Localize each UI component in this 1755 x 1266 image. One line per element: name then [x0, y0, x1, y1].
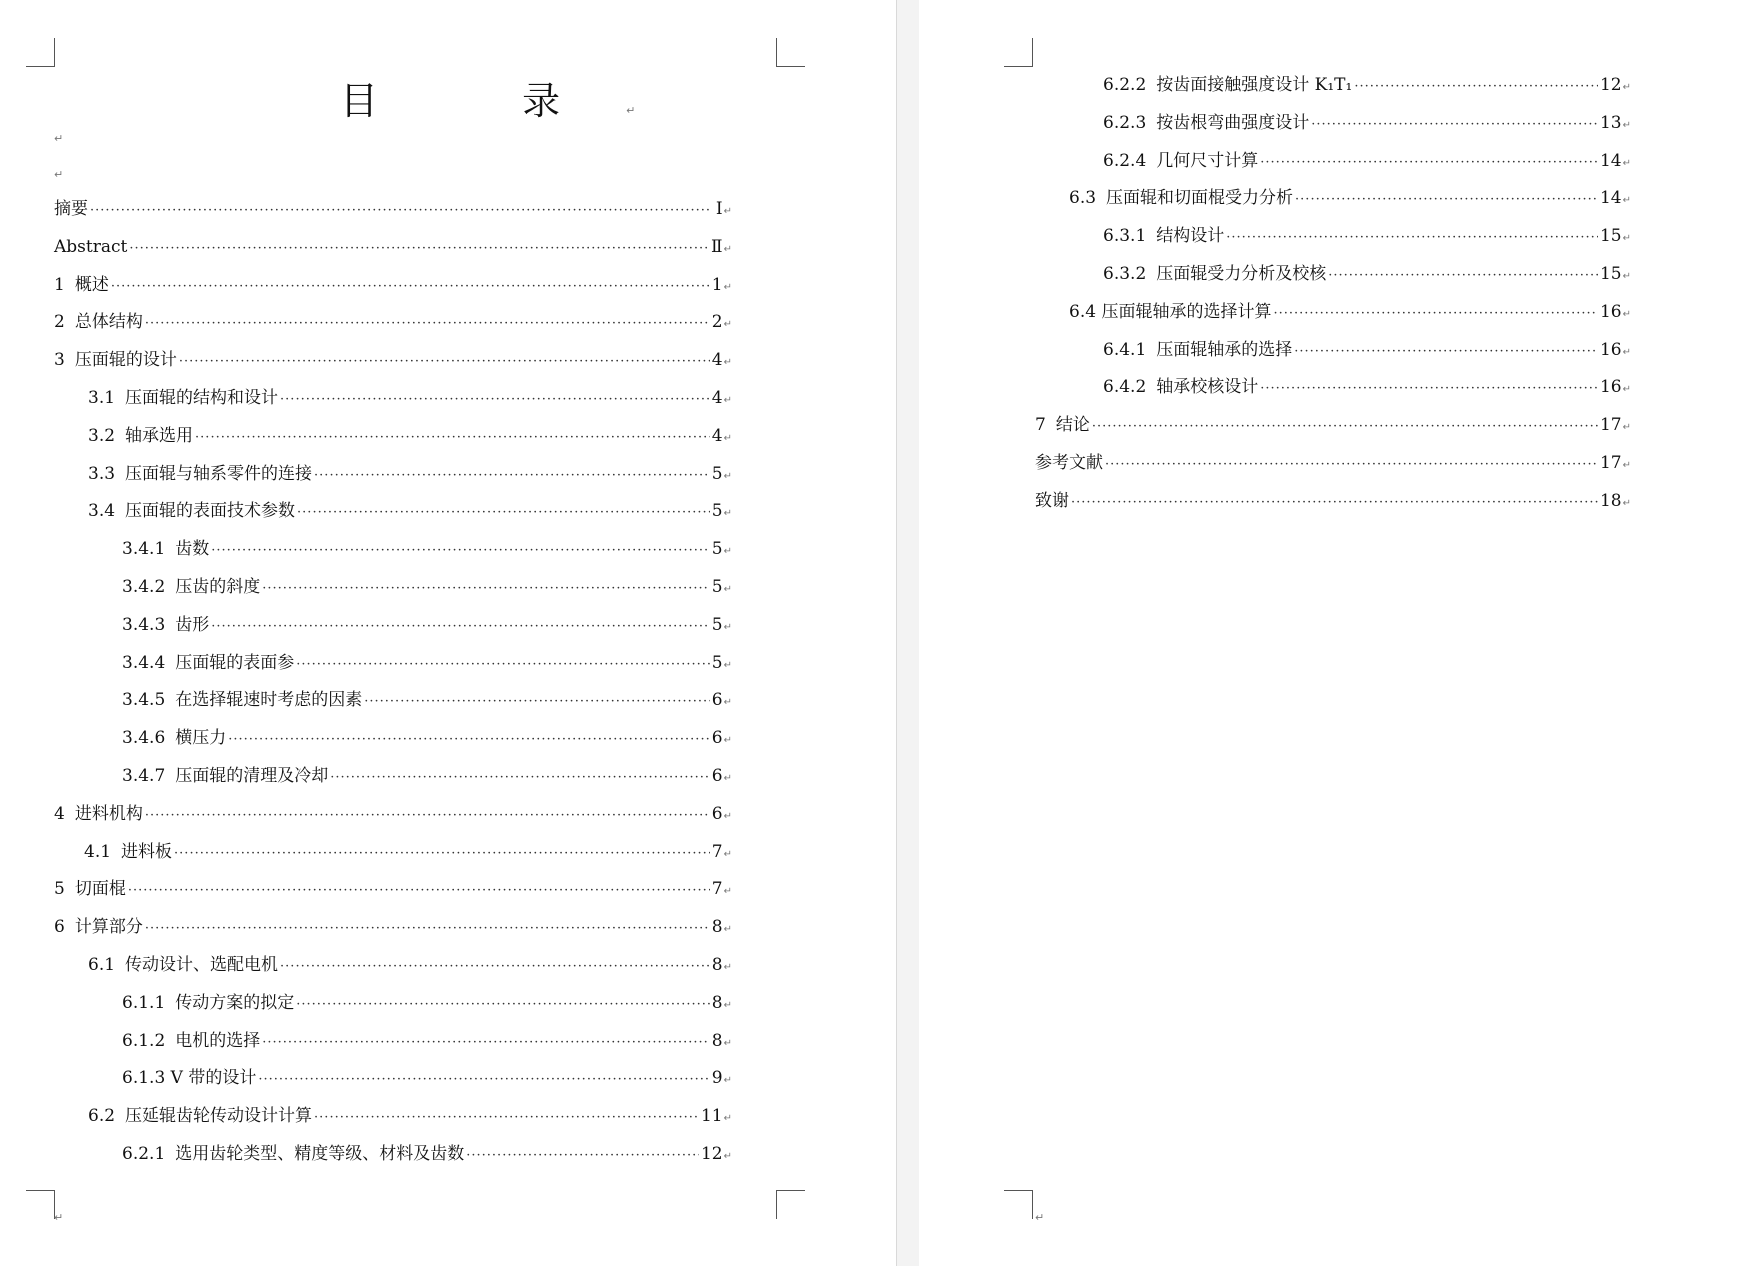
paragraph-mark: ↵ [723, 432, 732, 444]
toc-page-number: 5 [711, 539, 723, 560]
toc-entry[interactable] [1035, 180, 1631, 218]
toc-dot-leader [145, 910, 710, 948]
toc-entry[interactable] [54, 909, 732, 947]
toc-dot-leader [280, 381, 710, 419]
toc-dot-leader [466, 1137, 699, 1175]
toc-entry-title: 进料机构 [74, 803, 143, 824]
toc-entry-number: 2 [54, 312, 65, 333]
toc-page-number: 15 [1599, 263, 1622, 284]
toc-entry[interactable] [54, 796, 732, 834]
toc-entry[interactable] [1035, 143, 1631, 181]
toc-entry-title: 参考文献 [1035, 452, 1103, 473]
toc-entry[interactable] [1035, 256, 1631, 294]
toc-page-number: 1 [711, 274, 723, 295]
toc-entry[interactable] [54, 947, 732, 985]
margin-corner-bottom-right [776, 1190, 805, 1219]
toc-entry-number: 3.4.3 [122, 614, 166, 635]
empty-paragraph-mark: ↵ [54, 132, 64, 145]
toc-page-number: 4 [711, 387, 723, 408]
toc-entry[interactable] [1035, 483, 1631, 521]
toc-page-number: Ⅱ [711, 236, 723, 257]
toc-page-number: 16 [1599, 377, 1622, 398]
toc-entry[interactable] [54, 456, 732, 494]
document-page-2 [919, 0, 1755, 1266]
paragraph-mark: ↵ [723, 243, 732, 255]
toc-dot-leader [228, 721, 710, 759]
toc-entry-title: 进料板 [121, 841, 173, 862]
toc-title: 目 录↵ [340, 79, 636, 123]
paragraph-mark: ↵ [1622, 157, 1631, 169]
paragraph-mark: ↵ [1622, 119, 1631, 131]
toc-page-number: 13 [1599, 112, 1622, 133]
toc-entry-number: 3 [54, 350, 65, 371]
toc-entry-title: 传动设计、选配电机 [125, 954, 279, 975]
toc-entry[interactable] [54, 229, 732, 267]
toc-entry[interactable] [1035, 332, 1631, 370]
paragraph-mark: ↵ [723, 206, 732, 217]
toc-entry[interactable] [54, 191, 732, 229]
toc-entry[interactable] [1035, 445, 1631, 483]
paragraph-mark: ↵ [723, 772, 732, 784]
margin-corner-top-left [26, 38, 55, 67]
toc-entry-number: 3.4.4 [122, 652, 166, 673]
toc-entry[interactable] [54, 531, 732, 569]
toc-dot-leader [262, 1024, 710, 1062]
toc-entry[interactable] [54, 304, 732, 342]
toc-entry-title: 6.4 压面辊轴承的选择计算 [1069, 301, 1272, 322]
paragraph-mark: ↵ [723, 508, 732, 520]
toc-dot-leader [111, 268, 710, 306]
toc-page-number: 6 [711, 728, 723, 749]
toc-page-number: 6 [711, 765, 723, 786]
toc-page-number: 14 [1599, 150, 1622, 171]
toc-entry-number: 6.1.1 [122, 992, 166, 1013]
paragraph-mark: ↵ [1622, 497, 1631, 509]
paragraph-mark: ↵ [723, 848, 732, 860]
toc-page-number: 5 [711, 463, 723, 484]
paragraph-mark: ↵ [723, 1037, 732, 1049]
toc-entry-number: 3.4.6 [122, 728, 166, 749]
toc-entry-number: 3.2 [88, 425, 116, 446]
paragraph-mark: ↵ [723, 924, 732, 936]
toc-entry-title: 按齿面接触强度设计 K₁T₁ [1156, 75, 1353, 95]
toc-entry-title: 轴承选用 [125, 425, 194, 446]
paragraph-mark: ↵ [1622, 233, 1631, 245]
toc-entry-number: 6.2.4 [1103, 150, 1147, 171]
toc-entry-title: 摘要 [54, 199, 88, 219]
toc-entry-number: 6.1 [88, 954, 116, 975]
toc-entry-number: 6.4.1 [1103, 339, 1147, 360]
toc-page-number: 5 [711, 652, 723, 673]
toc-page-number: 5 [711, 576, 723, 597]
toc-entry[interactable] [54, 607, 732, 645]
margin-corner-bottom-left [1004, 1190, 1033, 1219]
toc-dot-leader [296, 646, 710, 684]
toc-dot-leader [364, 683, 710, 721]
toc-entry-title: 传动方案的拟定 [175, 992, 295, 1013]
toc-entry[interactable] [54, 720, 732, 758]
paragraph-mark: ↵ [723, 546, 732, 558]
toc-entry-title: 压面辊的设计 [74, 350, 177, 371]
toc-entry[interactable] [54, 645, 732, 683]
toc-page-number: 18 [1599, 490, 1622, 511]
toc-dot-leader [262, 570, 710, 608]
toc-page-number: 8 [711, 1030, 723, 1051]
toc-entry-title: 压面辊的表面技术参数 [125, 501, 296, 522]
toc-page-number: 11 [700, 1106, 723, 1127]
margin-corner-top-left [1004, 38, 1033, 67]
toc-entry-title: 压面辊的清理及冷却 [175, 765, 329, 786]
toc-entry-number: 4 [54, 803, 65, 824]
paragraph-mark: ↵ [723, 583, 732, 595]
toc-page-number: 6 [711, 690, 723, 711]
toc-dot-leader [1226, 219, 1598, 257]
toc-page-number: 17 [1599, 415, 1622, 436]
toc-entry-title: 致谢 [1035, 490, 1069, 511]
toc-page-number: 16 [1599, 339, 1622, 360]
toc-entry-title: 压面辊受力分析及校核 [1156, 263, 1327, 284]
toc-entry-number: 3.4 [88, 501, 116, 522]
toc-entry[interactable] [54, 1060, 732, 1098]
toc-entry-number: 6.2.1 [122, 1143, 166, 1164]
toc-dot-leader [1260, 144, 1598, 182]
toc-entry-title: 齿数 [175, 539, 210, 560]
margin-corner-bottom-left [26, 1190, 55, 1219]
paragraph-mark: ↵ [723, 961, 732, 973]
toc-entry[interactable] [54, 985, 732, 1023]
toc-entry-number: 4.1 [84, 841, 112, 862]
paragraph-mark: ↵ [723, 281, 732, 293]
toc-entry-number: 6.2 [88, 1106, 116, 1127]
toc-entry-title: 总体结构 [74, 312, 143, 333]
paragraph-mark: ↵ [1622, 459, 1631, 471]
toc-entry-number: 6 [54, 917, 65, 938]
paragraph-mark: ↵ [723, 886, 732, 898]
paragraph-mark: ↵ [723, 697, 732, 709]
toc-entry-number: 6.2.3 [1103, 112, 1147, 133]
paragraph-mark: ↵ [723, 1150, 732, 1162]
toc-dot-leader [314, 1099, 699, 1137]
toc-entry-number: 1 [54, 274, 65, 295]
toc-page-number: 15 [1599, 226, 1622, 247]
toc-entry[interactable] [54, 380, 732, 418]
toc-entry[interactable] [1035, 294, 1631, 332]
toc-dot-leader [296, 986, 710, 1024]
toc-entry[interactable] [54, 1098, 732, 1136]
toc-entry-number: 3.1 [88, 387, 116, 408]
toc-entry-number: 3.4.7 [122, 765, 166, 786]
margin-corner-top-right [776, 38, 805, 67]
toc-entry-title: 压面辊与轴系零件的连接 [125, 463, 313, 484]
toc-dot-leader [145, 797, 710, 835]
toc-page-number: 2 [711, 312, 723, 333]
toc-dot-leader [314, 457, 710, 495]
paragraph-mark: ↵ [1622, 346, 1631, 358]
toc-dot-leader [1260, 370, 1598, 408]
toc-dot-leader [280, 948, 710, 986]
toc-entry[interactable] [1035, 407, 1631, 445]
toc-page-number: 4 [711, 350, 723, 371]
toc-entry[interactable] [54, 834, 732, 872]
toc-page-number: 14 [1599, 188, 1622, 209]
toc-entry-title: 轴承校核设计 [1156, 377, 1259, 398]
empty-paragraph-mark: ↵ [54, 168, 64, 181]
toc-dot-leader [1273, 295, 1598, 333]
toc-dot-leader [1071, 484, 1598, 522]
toc-entry[interactable] [54, 342, 732, 380]
toc-entry-title: 几何尺寸计算 [1156, 150, 1259, 171]
toc-page-number: 17 [1599, 452, 1622, 473]
toc-entry-title: 压面辊和切面棍受力分析 [1106, 188, 1294, 209]
toc-dot-leader [90, 192, 711, 230]
toc-entry-number: 3.4.2 [122, 576, 166, 597]
toc-entry[interactable] [54, 1136, 732, 1174]
toc-entry-number: 6.3.2 [1103, 263, 1147, 284]
paragraph-mark: ↵ [723, 1113, 732, 1125]
paragraph-mark: ↵ [1622, 308, 1631, 320]
toc-entry[interactable] [54, 682, 732, 720]
paragraph-mark: ↵ [723, 621, 732, 633]
toc-dot-leader [1294, 333, 1598, 371]
toc-entry[interactable] [54, 1023, 732, 1061]
toc-page-number: 7 [711, 841, 723, 862]
paragraph-mark: ↵ [1622, 422, 1631, 434]
toc-entry-title: 概述 [74, 274, 109, 295]
toc-entry[interactable] [1035, 369, 1631, 407]
toc-entry-number: 7 [1035, 415, 1046, 436]
toc-dot-leader [258, 1061, 709, 1099]
toc-entry-title: 横压力 [175, 728, 227, 749]
toc-entry-title: 压延辊齿轮传动设计计算 [125, 1106, 313, 1127]
toc-page-number: 8 [711, 992, 723, 1013]
toc-entry-title: 压面辊的表面参 [175, 652, 295, 673]
toc-entry-number: 6.2.2 [1103, 75, 1147, 95]
toc-dot-leader [1105, 446, 1598, 484]
toc-entry[interactable] [54, 569, 732, 607]
toc-page-number: 9 [711, 1068, 723, 1089]
paragraph-mark: ↵ [723, 735, 732, 747]
toc-entry[interactable] [54, 758, 732, 796]
toc-page-number: 7 [711, 879, 723, 900]
toc-entry-number: 3.4.1 [122, 539, 166, 560]
toc-entry[interactable] [54, 871, 732, 909]
toc-dot-leader [174, 835, 710, 873]
toc-entry-title: 切面棍 [74, 879, 126, 900]
toc-dot-leader [129, 230, 709, 268]
page-gap [896, 0, 920, 1266]
toc-page-number: 12 [700, 1143, 723, 1164]
toc-entry-title: 压齿的斜度 [175, 576, 261, 597]
toc-entry-title: 6.1.3 V 带的设计 [122, 1068, 257, 1089]
toc-page-number: Ⅰ [715, 199, 723, 219]
toc-page-number: 5 [711, 614, 723, 635]
toc-dot-leader [211, 532, 710, 570]
toc-entry-title: 压面辊轴承的选择 [1156, 339, 1293, 360]
paragraph-mark: ↵ [723, 659, 732, 671]
toc-entry-title: 在选择辊速时考虑的因素 [175, 690, 363, 711]
toc-entry-number: 6.1.2 [122, 1030, 166, 1051]
toc-page-number: 5 [711, 501, 723, 522]
paragraph-mark: ↵ [1622, 270, 1631, 282]
toc-page-number: 12 [1599, 75, 1622, 95]
toc-dot-leader [297, 494, 710, 532]
toc-page-number: 6 [711, 803, 723, 824]
toc-dot-leader [195, 419, 710, 457]
toc-dot-leader [1354, 68, 1598, 106]
toc-dot-leader [1311, 106, 1598, 144]
toc-page-number: 8 [711, 917, 723, 938]
toc-entry-title: 按齿根弯曲强度设计 [1156, 112, 1310, 133]
toc-entry-title: 齿形 [175, 614, 210, 635]
toc-entry[interactable] [54, 418, 732, 456]
toc-dot-leader [1328, 257, 1598, 295]
toc-entry[interactable] [1035, 67, 1631, 105]
paragraph-mark: ↵ [723, 319, 732, 331]
toc-entry[interactable] [1035, 218, 1631, 256]
toc-page-number: 4 [711, 425, 723, 446]
toc-entry-number: 5 [54, 879, 65, 900]
toc-dot-leader [145, 305, 710, 343]
toc-entry[interactable] [54, 267, 732, 305]
toc-entry[interactable] [54, 493, 732, 531]
toc-entry-title: 计算部分 [74, 917, 143, 938]
paragraph-mark: ↵ [723, 470, 732, 482]
paragraph-mark: ↵ [1622, 82, 1631, 93]
toc-entry-number: 3.3 [88, 463, 116, 484]
empty-paragraph-mark: ↵ [1035, 1211, 1045, 1224]
toc-dot-leader [128, 872, 710, 910]
table-of-contents [54, 191, 732, 1174]
paragraph-mark: ↵ [723, 357, 732, 369]
toc-entry-number: 6.3.1 [1103, 226, 1147, 247]
toc-page-number: 8 [711, 954, 723, 975]
toc-page-number: 16 [1599, 301, 1622, 322]
toc-dot-leader [1295, 181, 1598, 219]
paragraph-mark: ↵ [1622, 384, 1631, 396]
empty-paragraph-mark: ↵ [54, 1211, 64, 1224]
toc-entry[interactable] [1035, 105, 1631, 143]
toc-entry-number: 3.4.5 [122, 690, 166, 711]
toc-dot-leader [211, 608, 710, 646]
toc-entry-title: 电机的选择 [175, 1030, 261, 1051]
paragraph-mark: ↵ [1622, 195, 1631, 207]
toc-entry-number: 6.3 [1069, 188, 1097, 209]
toc-dot-leader [179, 343, 710, 381]
paragraph-mark: ↵ [723, 1075, 732, 1087]
paragraph-mark: ↵ [723, 810, 732, 822]
toc-entry-title: 结构设计 [1156, 226, 1225, 247]
table-of-contents-continued [1035, 67, 1631, 521]
toc-dot-leader [1092, 408, 1598, 446]
toc-entry-title: 压面辊的结构和设计 [125, 387, 279, 408]
toc-entry-number: 6.4.2 [1103, 377, 1147, 398]
toc-entry-title: 选用齿轮类型、精度等级、材料及齿数 [175, 1143, 465, 1164]
toc-entry-title: Abstract [54, 236, 128, 257]
toc-dot-leader [330, 759, 710, 797]
toc-entry-title: 结论 [1055, 415, 1090, 436]
paragraph-mark: ↵ [723, 394, 732, 406]
paragraph-mark: ↵ [723, 999, 732, 1011]
